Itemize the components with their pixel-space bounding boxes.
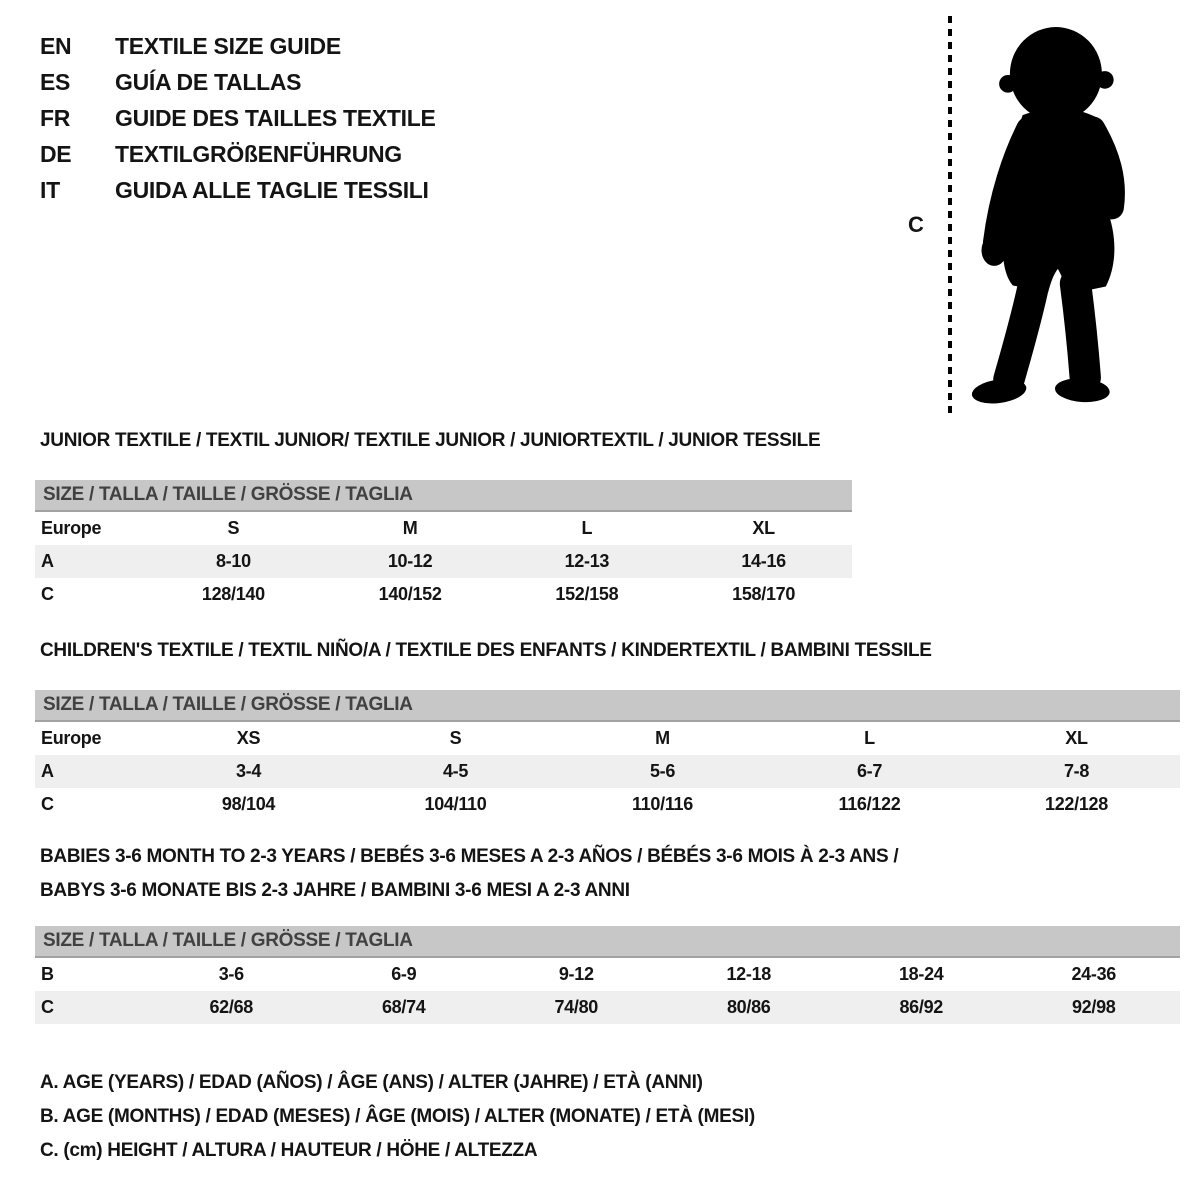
junior-section-title: JUNIOR TEXTILE / TEXTIL JUNIOR/ TEXTILE JUNIOR / JUNIORTEXTIL / JUNIOR TESSILE xyxy=(40,430,821,451)
lang-code: FR xyxy=(40,104,71,131)
children-size-table xyxy=(35,722,1180,821)
size-cell: 18-24 xyxy=(898,964,944,984)
row-label: C xyxy=(41,794,54,814)
lang-code: EN xyxy=(40,32,72,59)
baby-silhouette-icon xyxy=(958,14,1144,416)
size-cell: 6-7 xyxy=(856,761,883,781)
guide-title-fr: GUIDE DES TAILLES TEXTILE xyxy=(115,104,436,131)
lang-row-de xyxy=(40,136,436,172)
size-cell: 158/170 xyxy=(732,584,796,604)
size-cell: 8-10 xyxy=(215,551,251,571)
size-header-bar: SIZE / TALLA / TAILLE / GRÖSSE / TAGLIA xyxy=(35,480,852,512)
size-cell: 140/152 xyxy=(378,584,442,604)
babies-size-table xyxy=(35,958,1180,1024)
size-cell: XL xyxy=(752,518,775,538)
height-dotted-line xyxy=(948,16,952,416)
lang-row-it xyxy=(40,172,436,208)
lang-code: ES xyxy=(40,68,71,95)
row-label: A xyxy=(41,761,54,781)
size-cell: 12-13 xyxy=(564,551,610,571)
babies-section-title-line2: BABYS 3-6 MONATE BIS 2-3 JAHRE / BAMBINI 3-6 MESI A 2-3 ANNI xyxy=(40,880,630,901)
size-cell: 5-6 xyxy=(649,761,676,781)
size-cell: M xyxy=(402,518,418,538)
table-row xyxy=(35,545,852,578)
size-cell: 68/74 xyxy=(381,997,426,1017)
size-cell: XL xyxy=(1065,728,1088,748)
legend-line-a: A. AGE (YEARS) / EDAD (AÑOS) / ÂGE (ANS) / ALTER (JAHRE) / ETÀ (ANNI) xyxy=(40,1072,703,1093)
size-cell: 24-36 xyxy=(1071,964,1117,984)
row-label: C xyxy=(41,997,54,1017)
table-row xyxy=(35,991,1180,1024)
guide-title-it: GUIDA ALLE TAGLIE TESSILI xyxy=(115,176,429,203)
size-cell: 152/158 xyxy=(555,584,619,604)
size-cell: L xyxy=(581,518,593,538)
size-cell: 9-12 xyxy=(558,964,594,984)
table-row xyxy=(35,788,1180,821)
row-label: B xyxy=(41,964,54,984)
size-header-bar: SIZE / TALLA / TAILLE / GRÖSSE / TAGLIA xyxy=(35,690,1180,722)
table-row xyxy=(35,755,1180,788)
size-cell: 7-8 xyxy=(1063,761,1090,781)
row-label: C xyxy=(41,584,54,604)
size-cell: 98/104 xyxy=(221,794,276,814)
size-cell: 110/116 xyxy=(632,794,693,814)
row-label: Europe xyxy=(41,728,102,748)
height-measure-label: C xyxy=(908,212,924,237)
table-row xyxy=(35,958,1180,991)
lang-row-es xyxy=(40,64,436,100)
babies-section-title-line1: BABIES 3-6 MONTH TO 2-3 YEARS / BEBÉS 3-6 MESES A 2-3 AÑOS / BÉBÉS 3-6 MOIS À 2-3 ANS / xyxy=(40,846,899,867)
size-cell: 3-6 xyxy=(218,964,244,984)
size-cell: 80/86 xyxy=(726,997,771,1017)
size-cell: 6-9 xyxy=(391,964,417,984)
legend-line-b: B. AGE (MONTHS) / EDAD (MESES) / ÂGE (MOIS) / ALTER (MONATE) / ETÀ (MESI) xyxy=(40,1106,755,1127)
size-cell: 62/68 xyxy=(209,997,254,1017)
babies-textile-section xyxy=(35,840,1180,1024)
lang-code: IT xyxy=(40,176,60,203)
size-cell: 4-5 xyxy=(442,761,469,781)
size-cell: 10-12 xyxy=(387,551,433,571)
size-cell: 86/92 xyxy=(899,997,944,1017)
size-cell: 3-4 xyxy=(235,761,262,781)
language-title-block xyxy=(40,28,436,208)
measurement-legend xyxy=(40,1066,755,1168)
size-cell: XS xyxy=(236,728,261,748)
junior-size-table xyxy=(35,512,852,611)
size-cell: S xyxy=(227,518,240,538)
table-row xyxy=(35,722,1180,755)
size-cell: 122/128 xyxy=(1045,794,1108,814)
size-cell: 116/122 xyxy=(838,794,901,814)
size-cell: 14-16 xyxy=(741,551,786,571)
table-row xyxy=(35,578,852,611)
size-cell: 74/80 xyxy=(554,997,599,1017)
size-cell: 12-18 xyxy=(726,964,772,984)
junior-textile-section xyxy=(35,430,852,611)
lang-row-fr xyxy=(40,100,436,136)
size-cell: 104/110 xyxy=(424,794,487,814)
children-section-title: CHILDREN'S TEXTILE / TEXTIL NIÑO/A / TEXTILE DES ENFANTS / KINDERTEXTIL / BAMBINI TESSILE xyxy=(40,640,932,661)
size-cell: L xyxy=(864,728,875,748)
lang-row-en xyxy=(40,28,436,64)
row-label: A xyxy=(41,551,54,571)
table-row xyxy=(35,512,852,545)
size-cell: 92/98 xyxy=(1071,997,1116,1017)
legend-line-c: C. (cm) HEIGHT / ALTURA / HAUTEUR / HÖHE / ALTEZZA xyxy=(40,1140,538,1161)
size-cell: 128/140 xyxy=(201,584,265,604)
guide-title-es: GUÍA DE TALLAS xyxy=(115,68,302,95)
row-label: Europe xyxy=(41,518,102,538)
guide-title-de: TEXTILGRÖßENFÜHRUNG xyxy=(115,140,402,167)
children-textile-section xyxy=(35,640,1180,821)
size-header-bar: SIZE / TALLA / TAILLE / GRÖSSE / TAGLIA xyxy=(35,926,1180,958)
size-cell: M xyxy=(655,728,670,748)
lang-code: DE xyxy=(40,140,72,167)
size-cell: S xyxy=(449,728,462,748)
guide-title-en: TEXTILE SIZE GUIDE xyxy=(115,32,341,59)
